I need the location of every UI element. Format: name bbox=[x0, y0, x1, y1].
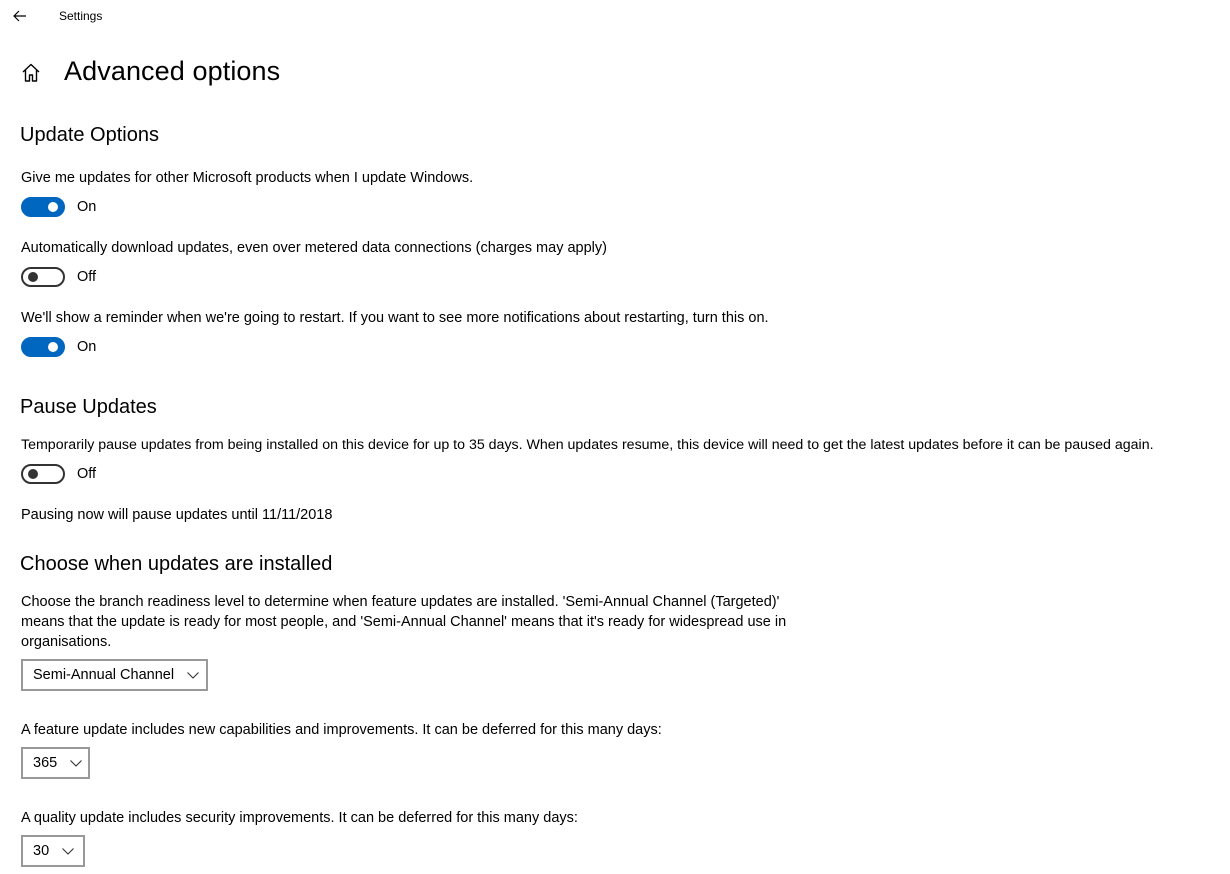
restart-reminder-toggle[interactable] bbox=[21, 337, 65, 357]
arrow-left-icon bbox=[12, 8, 28, 24]
branch-readiness-select[interactable] bbox=[21, 659, 208, 691]
pause-until-note: Pausing now will pause updates until 11/11/2018 bbox=[21, 507, 333, 523]
other-products-toggle-label: On bbox=[77, 199, 97, 215]
toggle-knob bbox=[48, 342, 58, 352]
back-button[interactable] bbox=[6, 2, 34, 30]
toggle-knob bbox=[28, 469, 38, 479]
quality-update-days-value: 30 bbox=[33, 843, 50, 859]
quality-update-days-select[interactable] bbox=[21, 835, 85, 867]
toggle-knob bbox=[48, 202, 58, 212]
chevron-down-icon bbox=[69, 756, 83, 770]
chevron-down-icon bbox=[61, 844, 75, 858]
choose-when-heading: Choose when updates are installed bbox=[20, 553, 333, 575]
pause-updates-heading: Pause Updates bbox=[20, 396, 157, 418]
restart-reminder-toggle-label: On bbox=[77, 339, 97, 355]
pause-updates-description: Temporarily pause updates from being installed on this device for up to 35 days. When updates resume, this device will need to get the latest updates before it can be paused again. bbox=[21, 437, 1154, 453]
metered-download-toggle-label: Off bbox=[77, 269, 97, 285]
pause-updates-toggle[interactable] bbox=[21, 464, 65, 484]
home-button[interactable] bbox=[19, 61, 43, 85]
metered-download-description: Automatically download updates, even over metered data connections (charges may apply) bbox=[21, 240, 607, 256]
toggle-knob bbox=[28, 272, 38, 282]
page-title: Advanced options bbox=[64, 56, 281, 86]
home-icon bbox=[19, 61, 43, 85]
quality-update-description: A quality update includes security improvements. It can be deferred for this many days: bbox=[21, 810, 578, 826]
feature-update-days-value: 365 bbox=[33, 755, 58, 771]
feature-update-days-select[interactable] bbox=[21, 747, 90, 779]
update-options-heading: Update Options bbox=[20, 124, 159, 146]
branch-readiness-value: Semi-Annual Channel bbox=[33, 667, 175, 683]
branch-description-line-2: means that the update is ready for most people, and 'Semi-Annual Channel' means that it's ready for widespread use in bbox=[21, 614, 787, 630]
branch-description-line-3: organisations. bbox=[21, 634, 112, 650]
pause-updates-toggle-label: Off bbox=[77, 466, 97, 482]
restart-reminder-description: We'll show a reminder when we're going to restart. If you want to see more notifications about restarting, turn this on. bbox=[21, 310, 769, 326]
window-title: Settings bbox=[59, 9, 103, 23]
other-products-description: Give me updates for other Microsoft products when I update Windows. bbox=[21, 170, 474, 186]
metered-download-toggle[interactable] bbox=[21, 267, 65, 287]
other-products-toggle[interactable] bbox=[21, 197, 65, 217]
feature-update-description: A feature update includes new capabilities and improvements. It can be deferred for this many days: bbox=[21, 722, 662, 738]
chevron-down-icon bbox=[186, 668, 200, 682]
branch-description-line-1: Choose the branch readiness level to determine when feature updates are installed. 'Semi-Annual Channel (Targeted)' bbox=[21, 594, 780, 610]
